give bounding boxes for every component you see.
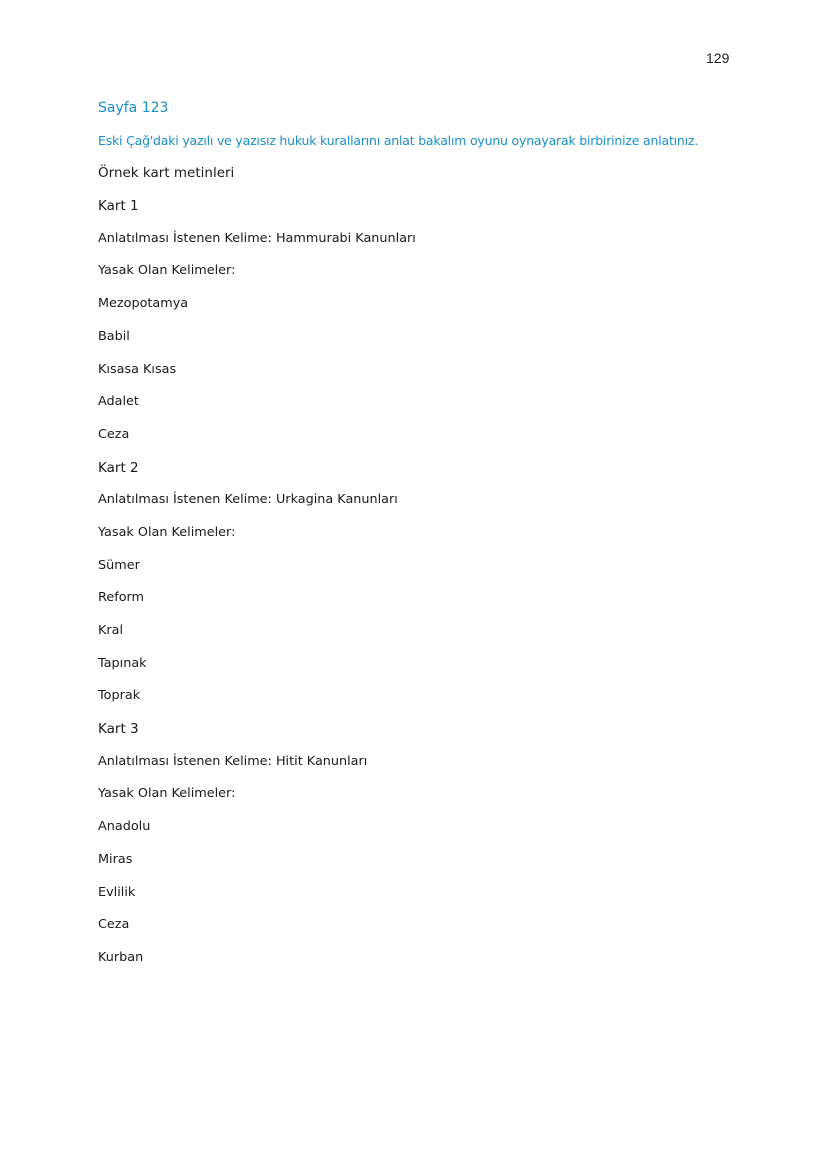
card-title: Kart 2 [98, 459, 139, 476]
forbidden-word: Mezopotamya [98, 296, 189, 312]
page-heading: Sayfa 123 [98, 100, 169, 116]
forbidden-word: Tapınak [98, 655, 147, 671]
forbidden-word: Anadolu [98, 819, 151, 835]
forbidden-word: Kısasa Kısas [98, 361, 177, 377]
forbidden-word: Sümer [98, 557, 140, 573]
forbidden-word: Kral [98, 623, 124, 638]
card-3 [98, 719, 738, 981]
page-number: 129 [706, 50, 730, 66]
forbidden-words-label: Yasak Olan Kelimeler: [98, 524, 236, 540]
card-target-word: Anlatılması İstenen Kelime: Hitit Kanunları [98, 753, 368, 769]
forbidden-words-label: Yasak Olan Kelimeler: [98, 786, 236, 802]
forbidden-word: Ceza [98, 917, 130, 933]
subtitle: Örnek kart metinleri [98, 165, 235, 182]
forbidden-words-label: Yasak Olan Kelimeler: [98, 263, 236, 279]
card-title: Kart 1 [98, 198, 139, 215]
forbidden-word: Evlilik [98, 884, 136, 900]
card-title: Kart 3 [98, 721, 139, 738]
forbidden-word: Kurban [98, 949, 144, 965]
forbidden-word: Ceza [98, 426, 130, 442]
card-1 [98, 196, 738, 458]
instruction-text: Eski Çağ'daki yazılı ve yazısız hukuk kurallarını anlat bakalım oyunu oynayarak birbirinize anlatınız. [98, 132, 699, 148]
forbidden-word: Adalet [98, 394, 139, 410]
forbidden-word: Toprak [98, 688, 141, 704]
card-2 [98, 458, 738, 720]
card-target-word: Anlatılması İstenen Kelime: Urkagina Kanunları [98, 492, 398, 508]
forbidden-word: Reform [98, 590, 145, 606]
document-body [98, 98, 738, 981]
forbidden-word: Miras [98, 851, 133, 867]
forbidden-word: Babil [98, 328, 130, 344]
card-target-word: Anlatılması İstenen Kelime: Hammurabi Kanunları [98, 230, 416, 246]
